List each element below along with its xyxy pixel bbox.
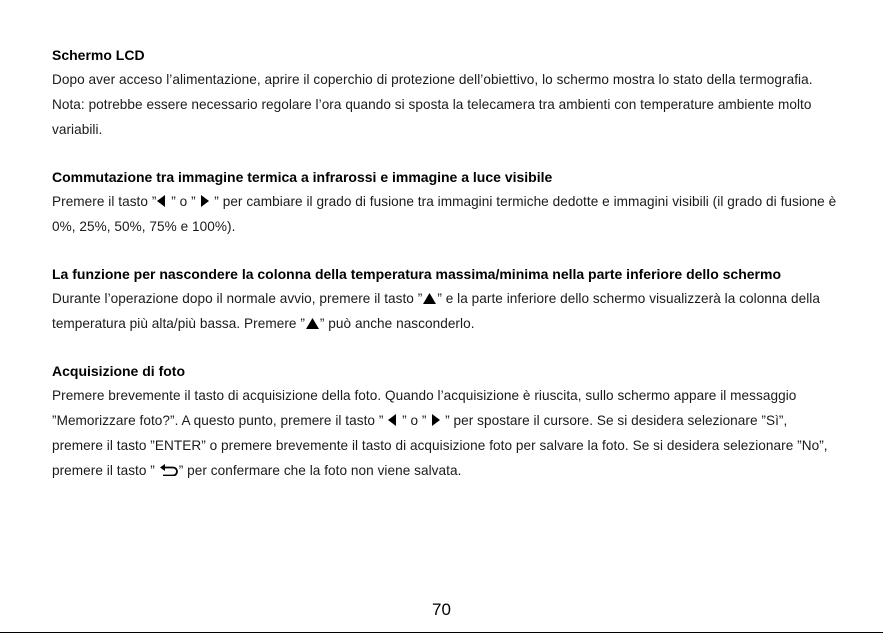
footer-divider — [0, 632, 883, 633]
triangle-right-icon — [431, 414, 440, 426]
section-lcd-screen — [52, 43, 842, 142]
text-run: ” può anche nasconderlo. — [319, 316, 475, 331]
section-heading: Acquisizione di foto — [52, 363, 185, 379]
text-run: ” o ” — [398, 413, 431, 428]
triangle-left-icon — [157, 195, 166, 207]
section-hide-temperature-column — [52, 262, 842, 336]
text-run: Premere il tasto ” — [52, 194, 157, 209]
triangle-up-icon — [423, 293, 436, 304]
manual-page — [52, 43, 842, 506]
section-heading: Commutazione tra immagine termica a infrarossi e immagine a luce visibile — [52, 169, 553, 185]
section-paragraph — [52, 383, 842, 483]
text-run: Durante l’operazione dopo il normale avvio, premere il tasto ” — [52, 291, 423, 306]
triangle-up-icon — [306, 318, 319, 329]
return-arrow-icon — [160, 464, 178, 476]
triangle-left-icon — [388, 414, 397, 426]
text-run: ” e la parte inferiore dello schermo visualizzerà la colonna della temperatura più alta/più bassa. Premere ” — [52, 291, 820, 331]
text-run: Premere brevemente il tasto di acquisizione della foto. Quando l’acquisizione è riuscita, sullo schermo appare il messaggio ”Memorizzare foto?”. A questo punto, premere il tasto ” — [52, 388, 797, 428]
triangle-right-icon — [200, 195, 209, 207]
text-run: ” per cambiare il grado di fusione tra immagini termiche dedotte e immagini visibili (il grado di fusione è 0%, 25%, 50%, 75% e 100%). — [52, 194, 837, 234]
section-paragraph: Dopo aver acceso l’alimentazione, aprire il coperchio di protezione dell’obiettivo, lo schermo mostra lo stato della termografia. Nota: potrebbe essere necessario regolare l’ora quando si sposta la telecamera tra ambienti con temperature ambiente molto variabili. — [52, 72, 813, 137]
text-run: ” per spostare il cursore. Se si desidera selezionare ”Sì”, premere il tasto ”ENTER” o premere brevemente il tasto di acquisizione foto per salvare la foto. Se si desidera selezionare ”No”, premere il tasto ” — [52, 413, 828, 478]
section-paragraph — [52, 189, 842, 239]
section-image-switching — [52, 165, 842, 239]
section-heading: Schermo LCD — [52, 47, 145, 63]
text-run: ” per confermare che la foto non viene salvata. — [178, 463, 462, 478]
page-number: 70 — [432, 600, 451, 619]
section-heading: La funzione per nascondere la colonna della temperatura massima/minima nella parte inferiore dello schermo — [52, 266, 781, 282]
text-run: ” o ” — [167, 194, 200, 209]
section-photo-capture — [52, 359, 842, 483]
section-paragraph — [52, 286, 842, 336]
